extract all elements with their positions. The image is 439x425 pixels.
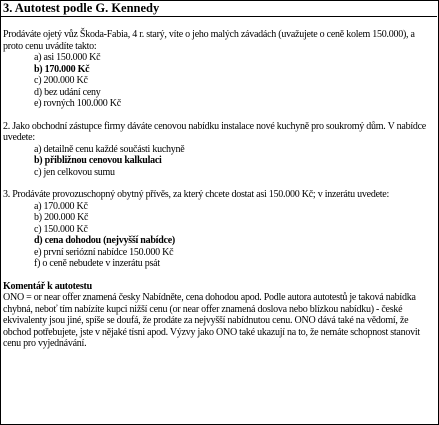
question-2-options [3,144,433,179]
option-1e: e) rovných 100.000 Kč [34,98,121,109]
document-title: 3. Autotest podle G. Kennedy [3,1,160,15]
option-3e: e) první seriózní nabídce 150.000 Kč [34,246,174,258]
comment-text: ONO = or near offer znamená česky Nabídněte, cena dohodou apod. Podle autora autotestů je taková nabídka chybná, neboť tím nabízíte kupci nižší cenu (or near offer znamená doslova nebo blízkou nabídku) - české ekvivalenty jsou jiné, spíše se doufá, že prodáte za nejvyšší nabídnutou cenu. ONO dává také na vědomí, že obchod potřebujete, jste v nějaké tísni apod. Výzvy jako ONO také ukazují na to, že nemáte schopnost stanovit cenu pro vyjednávání. [3,292,420,349]
question-2 [3,121,433,179]
option-1b: b) 170.000 Kč [34,63,90,75]
question-2-text: 2. Jako obchodní zástupce firmy dáváte cenovou nabídku instalace nové kuchyně pro soukromý dům. V nabídce uvedete: [3,120,426,143]
question-3-options [3,201,433,270]
option-3b: b) 200.000 Kč [34,212,89,223]
option-3f: f) o ceně nebudete v inzerátu psát [34,258,160,269]
question-1-options [3,52,433,110]
option-1d: d) bez udání ceny [34,86,101,98]
comment-heading: Komentář k autotestu [3,280,92,292]
option-2a: a) detailně cenu každé součásti kuchyně [34,143,185,155]
option-3c: c) 150.000 Kč [34,223,88,235]
option-3a: a) 170.000 Kč [34,200,88,212]
title-bar [0,0,437,17]
option-2c: c) jen celkovou sumu [34,166,115,178]
option-3d: d) cena dohodou (nejvyšší nabídce) [34,235,175,246]
option-1c: c) 200.000 Kč [34,75,88,86]
comment-section [3,281,433,350]
question-1 [3,29,433,110]
question-3-text: 3. Prodáváte provozuschopný obytný přívěs, za který chcete dostat asi 150.000 Kč; v inzerátu uvedete: [3,189,390,200]
option-2b: b) přibližnou cenovou kalkulaci [34,155,162,166]
option-1a: a) asi 150.000 Kč [34,52,101,63]
question-3 [3,189,433,270]
document-body [3,29,433,350]
question-1-text: Prodáváte ojetý vůz Škoda-Fabia, 4 r. starý, víte o jeho malých závadách (uvažujete o ceně kolem 150.000), a proto cenu uvádíte takto: [3,29,415,52]
